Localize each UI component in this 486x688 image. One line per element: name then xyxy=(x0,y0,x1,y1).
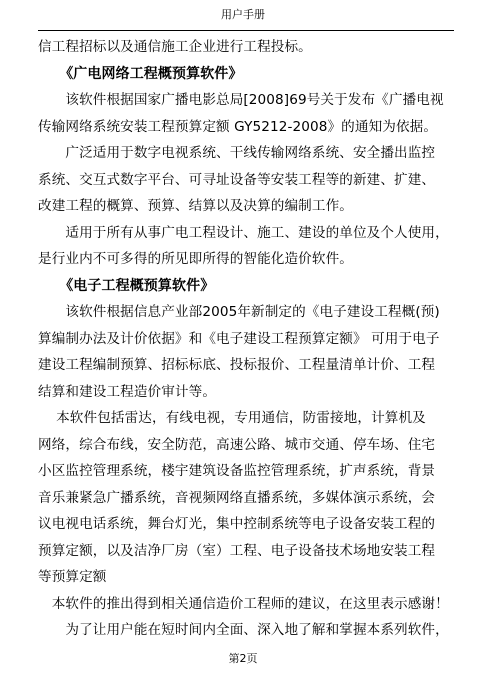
body-line: 是行业内不可多得的所见即所得的智能化造价软件。 xyxy=(38,251,353,267)
body-line: 网络，综合布线，安全防范，高速公路、城市交通、停车场、住宅 xyxy=(38,436,436,453)
body-line: 适用于所有从事广电工程设计、施工、建设的单位及个人使用， xyxy=(38,224,449,241)
section-heading-electronic-software: 《电子工程概预算软件》 xyxy=(38,277,215,294)
body-line: 预算定额，以及洁净厂房（室）工程、电子设备技术场地安装工程 xyxy=(38,542,436,559)
running-header-title: 用户手册 xyxy=(221,8,265,21)
page-number: 第2页 xyxy=(228,652,258,665)
body-line: 广泛适用于数字电视系统、干线传输网络系统、安全播出监控 xyxy=(38,145,436,161)
body-line: 议电视电话系统，舞台灯光，集中控制系统等电子设备安装工程的 xyxy=(38,516,436,532)
body-line: 本软件包括雷达，有线电视，专用通信，防雷接地，计算机及 xyxy=(38,410,426,426)
body-line: 音乐兼紧急广播系统，音视频网络直播系统，多媒体演示系统，会 xyxy=(38,489,436,506)
body-line: 传输网络系统安装工程预算定额 GY5212-2008》的通知为依据。 xyxy=(38,118,438,135)
page-body xyxy=(38,34,454,644)
body-line: 小区监控管理系统，楼宇建筑设备监控管理系统，扩声系统，背景 xyxy=(38,463,436,479)
body-line: 等预算定额 xyxy=(38,569,107,585)
body-line: 改建工程的概算、预算、结算以及决算的编制工作。 xyxy=(38,198,353,214)
body-line: 算编制办法及计价依据》和《电子建设工程预算定额》 可用于电子 xyxy=(38,330,440,347)
body-line: 本软件的推出得到相关通信造价工程师的建议，在这里表示感谢！ xyxy=(38,595,449,612)
body-line: 结算和建设工程造价审计等。 xyxy=(38,383,217,400)
body-line: 该软件根据国家广播电影总局[2008]69号关于发布《广播电视 xyxy=(38,92,444,108)
header-divider xyxy=(38,30,454,31)
body-line: 建设工程编制预算、招标标底、投标报价、工程量清单计价、工程 xyxy=(38,357,436,373)
body-line: 该软件根据信息产业部2005年新制定的《电子建设工程概(预) xyxy=(38,304,440,320)
body-line: 系统、交互式数字平台、可寻址设备等安装工程等的新建、扩建、 xyxy=(38,171,436,188)
body-line: 为了让用户能在短时间内全面、深入地了解和掌握本系列软件， xyxy=(38,622,449,638)
body-line: 信工程招标以及通信施工企业进行工程投标。 xyxy=(38,39,312,55)
section-heading-broadcast-software: 《广电网络工程概预算软件》 xyxy=(38,65,243,82)
